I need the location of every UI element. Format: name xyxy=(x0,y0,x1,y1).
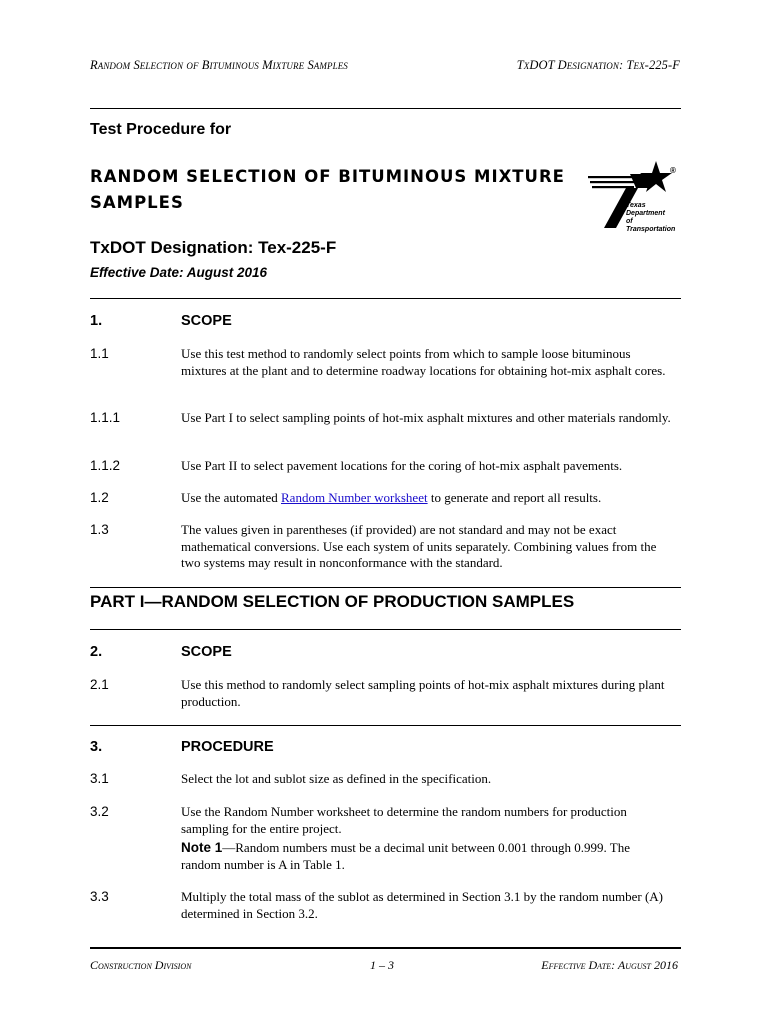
footer-rule xyxy=(90,947,681,949)
paragraph-number: 1.2 xyxy=(90,490,109,505)
title-rule xyxy=(90,298,681,299)
paragraph-number: 1.3 xyxy=(90,522,109,537)
paragraph-text: Use Part II to select pavement locations for the coring of hot-mix asphalt pavements. xyxy=(181,458,623,473)
paragraph-text: Use this method to randomly select sampling points of hot-mix asphalt mixtures during plant production. xyxy=(181,677,665,709)
document-title-line1: RANDOM SELECTION OF BITUMINOUS MIXTURE xyxy=(90,167,565,186)
paragraph-text: Use Part I to select sampling points of hot-mix asphalt mixtures and other materials randomly. xyxy=(181,410,671,425)
paragraph-text: The values given in parentheses (if provided) are not standard and may not be exact mathematical conversions. Use each system of units separately. Combining values from the two systems may result in nonconformance with the standard. xyxy=(181,522,657,570)
document-title-line2: SAMPLES xyxy=(90,193,184,212)
paragraph-body: Use the Random Number worksheet to determine the random numbers for production sampling for the entire project. xyxy=(181,804,627,836)
document-title xyxy=(90,164,580,216)
paragraph-text: Use this test method to randomly select points from which to sample loose bituminous mixtures at the plant and to determine roadway locations for obtaining hot-mix asphalt cores. xyxy=(181,346,666,378)
paragraph-text xyxy=(181,490,671,507)
paragraph-text: Multiply the total mass of the sublot as determined in Section 3.1 by the random number (A) determined in Section 3.2. xyxy=(181,889,663,921)
running-header-designation: TxDOT Designation: Tex-225-F xyxy=(516,58,680,72)
effective-date: Effective Date: August 2016 xyxy=(90,265,268,280)
random-number-worksheet-link[interactable]: Random Number worksheet xyxy=(281,490,428,505)
part-rule-top xyxy=(90,587,681,588)
test-procedure-label: Test Procedure for xyxy=(90,121,232,138)
footer-effective-date: Effective Date: August 2016 xyxy=(541,958,678,972)
paragraph-text: Select the lot and sublot size as defined in the specification. xyxy=(181,771,492,786)
part-rule-bottom xyxy=(90,629,681,630)
paragraph-number: 3.1 xyxy=(90,771,109,786)
paragraph-number: 1.1.2 xyxy=(90,458,121,473)
section-rule xyxy=(90,725,681,726)
note xyxy=(181,840,671,873)
note-text: —Random numbers must be a decimal unit between 0.001 through 0.999. The random number is A in Table 1. xyxy=(181,840,631,872)
logo-text-line3: of Transportation xyxy=(626,218,676,233)
note-label: Note 1 xyxy=(181,840,223,855)
section-title: SCOPE xyxy=(181,313,232,329)
logo-text-line1: Texas xyxy=(626,202,646,209)
registered-mark: ® xyxy=(670,166,676,175)
header-rule xyxy=(90,108,681,109)
logo-text-line2: Department xyxy=(626,210,665,217)
paragraph-text-after-link: to generate and report all results. xyxy=(427,490,602,505)
logo-text xyxy=(626,202,682,234)
section-title: PROCEDURE xyxy=(181,739,274,755)
paragraph-number: 3.2 xyxy=(90,804,109,819)
designation: TxDOT Designation: Tex-225-F xyxy=(90,238,337,257)
footer-page-number: 1 – 3 xyxy=(370,958,394,972)
section-number: 3. xyxy=(90,739,103,755)
paragraph-number: 2.1 xyxy=(90,677,109,692)
paragraph-number: 3.3 xyxy=(90,889,109,904)
paragraph-text-before-link: Use the automated xyxy=(181,490,281,505)
paragraph-number: 1.1 xyxy=(90,346,109,361)
section-number: 2. xyxy=(90,644,103,660)
paragraph-number: 1.1.1 xyxy=(90,410,121,425)
section-number: 1. xyxy=(90,313,103,329)
section-title: SCOPE xyxy=(181,644,232,660)
footer-division: Construction Division xyxy=(90,958,192,972)
running-header-title: Random Selection of Bituminous Mixture Samples xyxy=(90,58,348,72)
paragraph-text xyxy=(181,804,671,873)
part-title: PART I—RANDOM SELECTION OF PRODUCTION SAMPLES xyxy=(90,592,575,611)
txdot-logo xyxy=(586,158,682,232)
